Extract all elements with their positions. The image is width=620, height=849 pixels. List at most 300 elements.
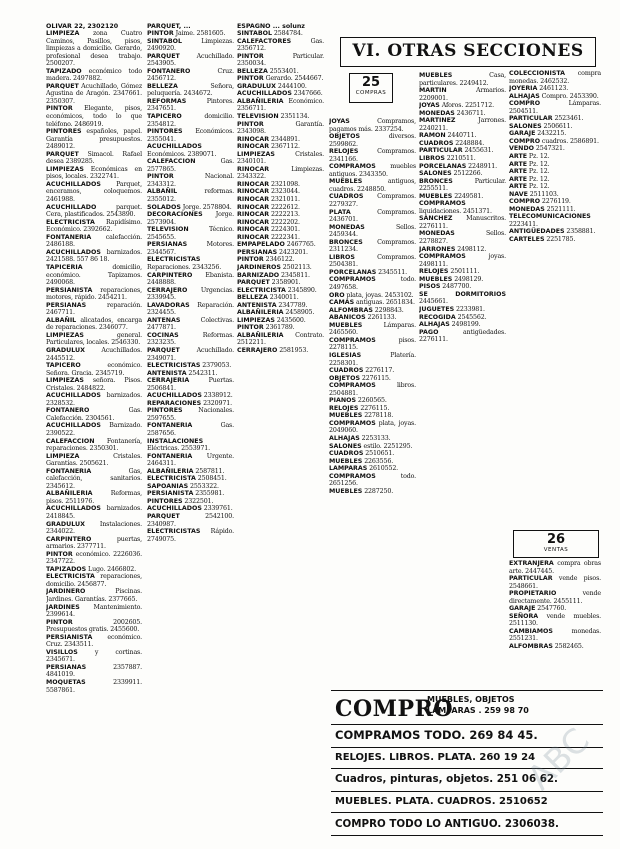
- classified-entry: [237, 249, 324, 257]
- classified-entry: [419, 230, 506, 245]
- classified-entry: [46, 453, 142, 468]
- compro-ad-headline: COMPRO: [335, 696, 454, 722]
- classified-keyword: ORO: [329, 291, 345, 299]
- classified-keyword: COMPRO: [509, 100, 541, 108]
- classified-keyword: LIMPIEZAS: [46, 377, 84, 385]
- classified-text: Fontanería, reparaciones. 2350301.: [46, 437, 142, 453]
- classified-keyword: GARAJE: [509, 605, 536, 613]
- classified-keyword: COMPRAMOS: [329, 472, 376, 480]
- classified-text: 2542311.: [186, 369, 218, 377]
- classified-keyword: FONTANERIA: [147, 422, 193, 430]
- classified-keyword: PINTOR: [46, 550, 73, 558]
- classified-keyword: LIBROS: [419, 155, 445, 163]
- classified-entry: [509, 161, 601, 169]
- classified-entry: [46, 83, 142, 106]
- classified-text: Pz. 12.: [527, 168, 550, 176]
- classified-entry: [46, 521, 142, 536]
- classified-keyword: ELECTRICISTA: [147, 475, 196, 483]
- classified-entry: [147, 272, 234, 287]
- classified-entry: [237, 188, 324, 196]
- classified-text: 2455631.: [462, 147, 494, 155]
- classified-text: Limpiezas. 2343322.: [237, 165, 324, 181]
- classified-keyword: GRADULUX: [237, 82, 276, 90]
- classified-keyword: FONTANERIA: [46, 233, 92, 241]
- classified-text: 2287250.: [362, 487, 394, 495]
- classified-keyword: CALEFACCION: [46, 437, 95, 445]
- classified-entry: [237, 53, 324, 68]
- classified-entry: [509, 236, 601, 244]
- classified-keyword: BARNIZADO: [237, 271, 280, 279]
- classified-text: 2440711.: [445, 132, 477, 140]
- classified-keyword: PIANOS: [329, 397, 356, 405]
- classified-keyword: ANTIGÜEDADES: [509, 228, 565, 236]
- classified-entry: [46, 649, 142, 664]
- classified-keyword: RINOCAR: [237, 180, 270, 188]
- classified-keyword: ARTE: [509, 175, 528, 183]
- classified-keyword: MUEBLES: [329, 412, 363, 420]
- classified-keyword: CARPINTERO: [147, 271, 193, 279]
- classified-keyword: PARQUET: [46, 82, 79, 90]
- classified-entry: [237, 347, 324, 355]
- classified-text: barnizados. 2421588. 557 86 18.: [46, 248, 142, 264]
- classified-text: monedas. 2551231.: [509, 627, 601, 643]
- classified-keyword: ACUCHILLADOS: [147, 392, 202, 400]
- classified-text: 2222612.: [269, 203, 300, 211]
- classified-keyword: OBJETOS: [329, 133, 360, 141]
- classified-text: Contrato. 2512211.: [237, 331, 324, 347]
- classified-entry: [147, 256, 234, 271]
- classified-keyword: ACUCHILLADOS: [46, 422, 101, 430]
- classified-text: Económicos. 2389071.: [147, 150, 217, 158]
- classified-keyword: ACUCHILLADOS: [147, 505, 202, 513]
- classified-keyword: ELECTRICISTAS: [147, 256, 201, 264]
- classified-text: 2263556.: [362, 457, 394, 465]
- classified-entry: [419, 132, 506, 140]
- classified-text: 2276117.: [363, 367, 395, 375]
- classified-entry: [46, 317, 142, 332]
- classified-entry: [329, 163, 416, 178]
- classified-entry: [147, 188, 234, 203]
- classified-entry: [46, 422, 142, 437]
- classified-keyword: RINOCAR: [237, 233, 270, 241]
- classified-keyword: ALHAJAS: [329, 434, 360, 442]
- classified-keyword: ACUCHILLADOS: [147, 143, 202, 151]
- classified-entry: [147, 204, 234, 212]
- classified-entry: [147, 143, 234, 158]
- classified-keyword: COCINAS: [147, 331, 179, 339]
- classified-keyword: TELECOMUNICACIONES: [509, 213, 591, 221]
- classified-entry: [329, 224, 416, 239]
- classified-text: Reformas, pisos. 2511976.: [46, 490, 142, 505]
- classified-text: 2582465.: [552, 643, 584, 651]
- classified-entry: [419, 163, 506, 171]
- classified-keyword: RINOCAR: [237, 135, 270, 143]
- classified-text: 2444100.: [276, 82, 307, 90]
- classified-keyword: ARTE: [509, 168, 528, 176]
- classified-keyword: PINTOR: [237, 324, 264, 332]
- classified-keyword: COMPRAMOS: [419, 200, 466, 208]
- classified-entry: [147, 68, 234, 83]
- classified-entry: [46, 438, 142, 453]
- classified-text: 2498112.: [455, 245, 487, 253]
- classified-text: vende pisos. 2548661.: [509, 575, 601, 590]
- classified-text: reformas. 2355012.: [147, 188, 234, 204]
- classified-entry: [147, 347, 234, 362]
- classified-entry: [46, 392, 142, 407]
- classified-text: 2222213.: [269, 211, 300, 219]
- classified-keyword: ANTENAS: [147, 316, 181, 324]
- classified-entry: [329, 276, 416, 291]
- classified-text: 2542100. 2340987.: [147, 513, 234, 528]
- classified-text: Señora, peluquería. 2434672.: [147, 82, 234, 98]
- classified-entry: [46, 588, 142, 603]
- classified-column-5: [419, 72, 506, 688]
- classified-entry: [237, 68, 324, 76]
- classified-keyword: ALBAÑIL: [46, 316, 77, 324]
- classified-keyword: RINOCAR: [237, 188, 270, 196]
- classified-keyword: ALBAÑILERIA: [237, 97, 284, 105]
- classified-text: 2501111.: [448, 268, 480, 276]
- classified-text: libros. 2504881.: [329, 382, 416, 397]
- classified-text: 2251785.: [544, 236, 576, 244]
- display-ad-compro-antiguo: COMPRO TODO LO ANTIGUO. 2306038.: [331, 812, 603, 836]
- classified-entry: [147, 468, 234, 476]
- classified-keyword: CUADROS: [329, 450, 364, 458]
- classified-text: 2260565.: [356, 397, 387, 405]
- classified-keyword: ELECTRICISTA: [46, 218, 95, 226]
- classified-text: 2345811.: [279, 271, 310, 279]
- ventas-badge-number: 26: [546, 532, 566, 547]
- classified-entry: [509, 191, 601, 199]
- classified-keyword: CERRAJERO: [147, 286, 188, 294]
- classified-keyword: SANCHEZ: [419, 215, 453, 223]
- classified-entry: [237, 98, 324, 113]
- classified-text: españoles, papel. Garantía presupuestos. 2489012.: [46, 128, 142, 151]
- classified-entry: [147, 483, 234, 491]
- classified-entry: [329, 367, 416, 375]
- classified-text: Mantenimiento. 2399614.: [46, 603, 142, 619]
- classified-text: 2261133.: [365, 314, 397, 322]
- classified-entry: [329, 307, 416, 315]
- classified-entry: [237, 287, 324, 295]
- classified-entry: [237, 272, 324, 280]
- classified-text: 2340011.: [267, 294, 299, 302]
- classified-entry: [237, 196, 324, 204]
- classified-text: 2367112.: [269, 143, 300, 151]
- classified-entry: [509, 138, 601, 146]
- classified-text: Económico. 2356711.: [237, 97, 324, 113]
- classified-keyword: PARQUET: [237, 279, 270, 287]
- classified-entry: [329, 435, 416, 443]
- classified-entry: [509, 176, 601, 184]
- classified-keyword: RAMON: [419, 132, 446, 140]
- classified-entry: [419, 321, 506, 329]
- classified-keyword: ALHAJAS: [419, 321, 450, 329]
- classified-entry: [509, 168, 601, 176]
- classified-text: Jaime. 2581605.: [173, 30, 226, 37]
- classified-entry: [46, 68, 142, 83]
- classified-keyword: CUADROS: [329, 193, 364, 201]
- classified-text: 2344891.: [269, 135, 300, 143]
- classified-entry: [46, 679, 142, 694]
- classified-keyword: CAMBIAMOS: [509, 627, 553, 635]
- classified-keyword: JARDINEROS: [237, 263, 281, 271]
- classified-entry: [509, 643, 601, 651]
- classified-keyword: COMPRAMOS: [329, 276, 376, 284]
- classified-text: pisos. 2278115.: [329, 336, 416, 352]
- classified-entry: [419, 276, 506, 284]
- classified-text: 2320971.: [201, 399, 232, 407]
- classified-text: 2502113.: [280, 263, 312, 271]
- classified-keyword: EXTRANJERA: [509, 560, 554, 567]
- classified-text: Acuchillado. 2349071.: [147, 346, 234, 362]
- classified-text: reparaciones, motores, rápido. 2454211.: [46, 286, 142, 302]
- classified-entry: [419, 215, 506, 230]
- classified-entry: [147, 498, 234, 506]
- classified-keyword: MUEBLES: [419, 72, 453, 79]
- classified-keyword: RINOCAR: [237, 218, 270, 226]
- classified-keyword: PISOS: [419, 283, 441, 291]
- display-ad-muebles-plata: MUEBLES. PLATA. CUADROS. 2510652: [331, 791, 603, 812]
- classified-entry: [237, 166, 324, 181]
- abc-watermark: ABC: [520, 720, 598, 799]
- classified-text: Gerardo. 2544667.: [263, 75, 324, 83]
- classified-text: Reparaciones. 2343256.: [147, 263, 222, 271]
- classified-entry: [147, 377, 234, 392]
- classified-text: 2233981.: [454, 305, 485, 313]
- classified-keyword: PERSIANAS: [46, 301, 87, 309]
- classified-keyword: ELECTRICISTAS: [147, 528, 201, 536]
- classified-text: compra obras arte. 2447445.: [509, 560, 601, 575]
- classified-text: Lámparas. 2465560.: [329, 321, 416, 337]
- classified-text: puertas, armarios. 2377711.: [46, 535, 142, 551]
- classified-keyword: GRADULUX: [46, 520, 85, 528]
- classified-text: 2506611.: [541, 122, 573, 130]
- classified-entry: [419, 268, 506, 276]
- classified-keyword: PINTOR: [237, 75, 264, 83]
- compro-ad-line-1: MUEBLES, OBJETOS: [427, 695, 515, 704]
- classified-keyword: VENDO: [509, 145, 535, 153]
- classified-keyword: COMPRAMOS: [419, 253, 466, 261]
- classified-entry: [509, 100, 601, 115]
- classified-keyword: RINOCAR: [237, 211, 270, 219]
- classified-entry: [509, 145, 601, 153]
- classified-keyword: COMPRAMOS: [329, 382, 376, 390]
- classified-keyword: PERSIANAS: [237, 248, 278, 256]
- classified-entry: [147, 513, 234, 528]
- classified-keyword: FONTANERO: [147, 67, 191, 75]
- classified-entry: [46, 490, 142, 505]
- classified-keyword: LIMPIEZA: [46, 30, 80, 37]
- classified-keyword: MARTINEZ: [419, 117, 456, 125]
- classified-text: Pz. 12.: [527, 183, 550, 191]
- classified-keyword: CAMAS: [329, 299, 355, 307]
- classified-entry: [509, 628, 601, 643]
- classified-entry: [147, 438, 234, 453]
- classified-entry: [46, 536, 142, 551]
- classified-keyword: REPARACIONES: [147, 399, 202, 407]
- classified-text: Cristales. Garantías. 2505621.: [46, 452, 142, 468]
- classified-entry: [147, 158, 234, 173]
- classified-keyword: MUEBLES: [419, 275, 453, 283]
- classified-entry: [329, 322, 416, 337]
- classified-entry: [237, 294, 324, 302]
- classified-text: 2358881.: [564, 228, 596, 236]
- classified-entry: [329, 465, 416, 473]
- classified-entry: [46, 377, 142, 392]
- classified-text: antiguos, cuadros. 2248850.: [329, 178, 416, 193]
- classified-text: Motores. 2344567.: [147, 241, 234, 256]
- classified-entry: [46, 287, 142, 302]
- classified-entry: [46, 551, 142, 566]
- classified-text: señora. Pisos. Cristales. 2484822.: [46, 377, 142, 392]
- classified-entry: [46, 634, 142, 649]
- classified-keyword: BELLEZA: [147, 82, 178, 90]
- col3-top-snippet: ESPAGNO ... solunz: [237, 23, 305, 30]
- classified-entry: [147, 453, 234, 468]
- classified-entry: [419, 200, 506, 215]
- classified-text: Cristales. 2340101.: [237, 150, 324, 166]
- classified-text: 2248911.: [466, 162, 498, 170]
- classified-keyword: ALBAÑILERIA: [147, 467, 194, 475]
- classified-entry: [46, 566, 142, 574]
- classified-keyword: JARDINERO: [46, 588, 86, 596]
- classified-entry: [46, 204, 142, 219]
- classified-text: Puertas. 2506841.: [147, 377, 234, 392]
- classified-text: domicilio. 2354812.: [147, 113, 234, 128]
- classified-keyword: CARTELES: [509, 236, 545, 244]
- classified-keyword: JARRONES: [419, 245, 456, 253]
- classified-keyword: ALHAJAS: [509, 92, 540, 100]
- classified-keyword: CALEFACCION: [147, 158, 196, 166]
- classified-keyword: BRONCES: [329, 238, 363, 246]
- classified-column-2: [147, 30, 234, 845]
- classified-keyword: ARTE: [509, 153, 528, 161]
- classified-keyword: RINOCAR: [237, 165, 270, 173]
- classified-text: 2278118.: [362, 412, 394, 420]
- classified-keyword: CARPINTERO: [46, 535, 92, 543]
- classified-keyword: TAPICERIA: [46, 263, 83, 271]
- classified-text: Nacional. 2343312.: [147, 173, 234, 188]
- classified-entry: [237, 136, 324, 144]
- classified-entry: [46, 347, 142, 362]
- classified-keyword: MUEBLES: [329, 178, 363, 186]
- classified-keyword: TELEVISION: [147, 226, 189, 234]
- classified-text: 2581953.: [277, 346, 309, 354]
- classified-text: 2545562.: [455, 313, 487, 321]
- classified-text: 2347666.: [291, 90, 323, 98]
- classified-entry: [237, 256, 324, 264]
- classified-entry: [46, 219, 142, 234]
- classified-text: vende muebles. 2511130.: [509, 612, 601, 628]
- classified-keyword: PAGO: [419, 328, 439, 336]
- classified-text: 2511103.: [527, 190, 559, 198]
- classified-entry: [46, 604, 142, 619]
- classified-text: reparaciones, domicilio. 2456877.: [46, 573, 142, 588]
- classified-entry: [419, 253, 506, 268]
- classified-text: Económicas en pisos, locales. 2322741.: [46, 165, 142, 181]
- classified-keyword: COMPRAMOS: [329, 163, 376, 171]
- classified-keyword: PINTOR: [46, 105, 73, 113]
- classified-entry: [147, 226, 234, 241]
- classified-keyword: CALEFACTORES: [237, 37, 292, 45]
- classified-text: 2547760.: [535, 605, 567, 613]
- classified-entry: [147, 528, 234, 543]
- classified-text: 2436711.: [454, 109, 486, 117]
- display-ad-relojes-libros: RELOJES. LIBROS. PLATA. 260 19 24: [331, 747, 603, 768]
- classified-keyword: FONTANERIA: [147, 452, 193, 460]
- classified-text: Sellos. 2459344.: [329, 223, 416, 239]
- classified-entry: [147, 287, 234, 302]
- classified-text: Compro. 2453390.: [539, 92, 599, 100]
- classified-text: 2547321.: [534, 145, 565, 153]
- classified-keyword: DECORACIONES: [147, 211, 203, 219]
- classified-entry: [46, 664, 142, 679]
- classified-keyword: LIMPIEZAS: [237, 316, 275, 324]
- classified-keyword: JARDINES: [46, 603, 80, 611]
- compro-ad-line-2: LAMPARAS . 259 98 70: [427, 706, 529, 715]
- classified-keyword: LIBROS: [329, 253, 355, 261]
- classified-entry: [147, 490, 234, 498]
- classified-keyword: PROPIETARIO: [509, 590, 557, 598]
- classified-text: general. Particulares, locales. 2546330.: [46, 331, 142, 347]
- classified-text: 2248884.: [453, 139, 485, 147]
- classified-entry: [329, 292, 416, 300]
- classified-entry: [419, 140, 506, 148]
- classified-text: Compramos. 2311234.: [329, 238, 416, 254]
- classified-text: 2610552.: [367, 465, 399, 473]
- classified-entry: [237, 38, 324, 53]
- classified-entry: [147, 53, 234, 68]
- classified-text: 2222202.: [269, 218, 300, 226]
- classified-text: Pz. 12.: [527, 160, 550, 168]
- classified-keyword: ANTENISTA: [237, 301, 277, 309]
- classified-entry: [237, 317, 324, 325]
- classified-entry: [329, 118, 416, 133]
- classified-text: Instalaciones. 2344022.: [46, 520, 142, 536]
- classified-text: 2345890.: [285, 286, 317, 294]
- classified-keyword: SALONES: [329, 442, 362, 450]
- classified-entry: [237, 264, 324, 272]
- classified-entry: [46, 362, 142, 377]
- classified-keyword: PINTOR: [46, 618, 73, 626]
- classified-entry: [237, 75, 324, 83]
- classified-text: Rápido. 2749075.: [147, 528, 234, 543]
- classified-text: alicatados, encarga de reparaciones. 2346077.: [46, 316, 142, 332]
- classified-text: parquet. Cera, plastificados. 2543890.: [46, 203, 142, 219]
- classified-entry: [329, 193, 416, 208]
- classified-text: 2222341.: [269, 233, 300, 241]
- classified-entry: [329, 133, 416, 148]
- classified-entry: [237, 30, 324, 38]
- classified-keyword: MARTIN: [419, 87, 447, 95]
- classified-keyword: PERSIANAS: [147, 241, 188, 249]
- classified-keyword: RELOJES: [329, 148, 359, 156]
- classified-keyword: PORCELANAS: [419, 162, 467, 170]
- classified-keyword: COMPRAMOS: [329, 336, 376, 344]
- classified-text: Acuchillados. 2445512.: [46, 346, 142, 362]
- classified-entry: [509, 115, 601, 123]
- classified-keyword: ELECTRICISTA: [46, 573, 95, 581]
- classified-text: Reparación. 2324455.: [147, 301, 234, 317]
- classified-entry: [237, 121, 324, 136]
- classified-text: 2322501.: [182, 497, 214, 505]
- classified-text: 2423201.: [277, 248, 308, 256]
- classified-entry: [329, 178, 416, 193]
- classified-entry: [147, 400, 234, 408]
- classified-text: Gas. 2587656.: [147, 422, 234, 437]
- classified-text: 2521111.: [544, 205, 576, 213]
